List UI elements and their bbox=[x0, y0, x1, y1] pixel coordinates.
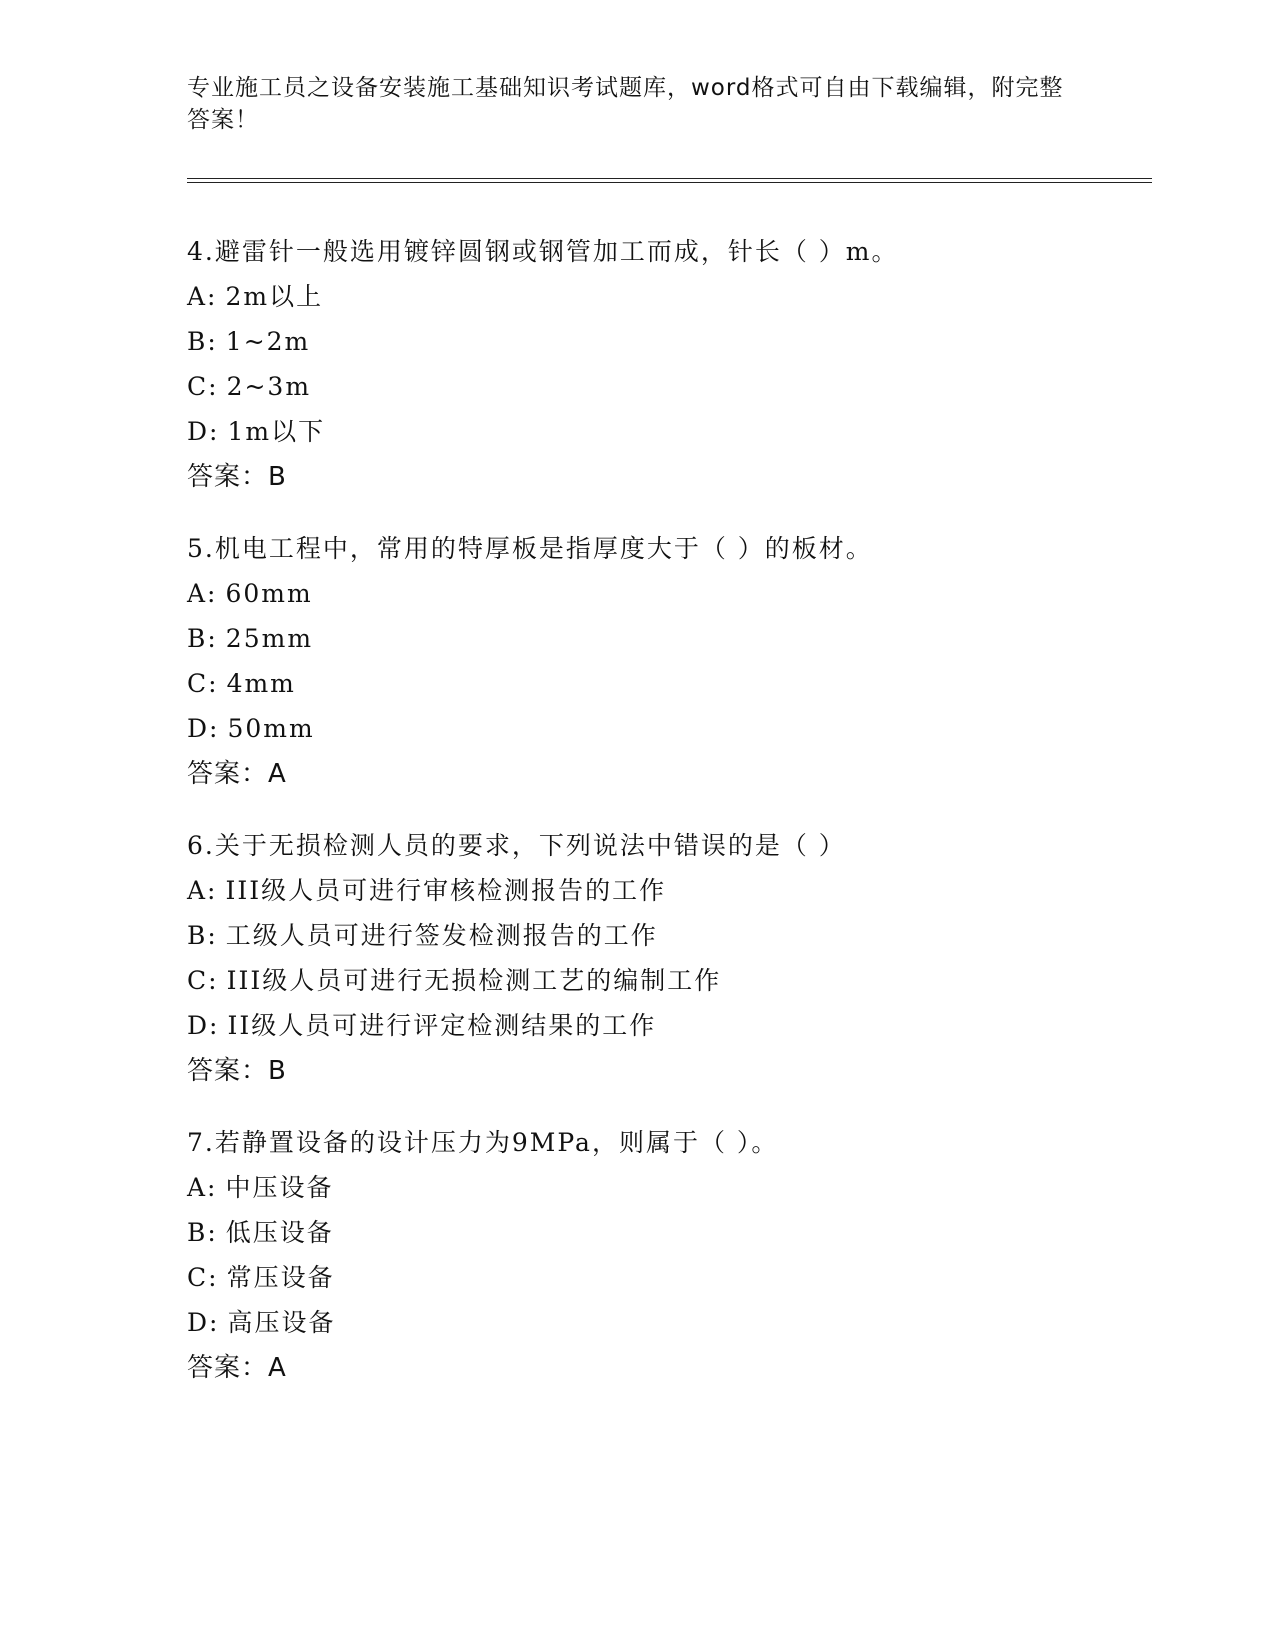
option-c bbox=[187, 1262, 1167, 1307]
option-a bbox=[187, 1172, 1167, 1217]
option-d bbox=[187, 416, 1167, 461]
option-key: B: bbox=[187, 921, 218, 950]
option-key: C: bbox=[187, 669, 219, 698]
option-text: 2m以上 bbox=[225, 282, 324, 311]
header-divider-top bbox=[187, 178, 1152, 179]
option-text: 常压设备 bbox=[226, 1263, 335, 1292]
option-d bbox=[187, 1307, 1167, 1352]
question-5 bbox=[187, 533, 1167, 796]
option-key: D: bbox=[187, 714, 220, 743]
question-stem: 7.若静置设备的设计压力为9MPa，则属于（ ）。 bbox=[187, 1128, 779, 1157]
option-b bbox=[187, 1217, 1167, 1262]
option-key: D: bbox=[187, 417, 220, 446]
option-text: III级人员可进行审核检测报告的工作 bbox=[225, 876, 667, 905]
question-list bbox=[187, 236, 1167, 1424]
option-key: A: bbox=[187, 1173, 218, 1202]
option-c bbox=[187, 371, 1167, 416]
option-key: D: bbox=[187, 1308, 220, 1337]
option-text: 工级人员可进行签发检测报告的工作 bbox=[225, 921, 658, 950]
option-c bbox=[187, 668, 1167, 713]
answer-line: 答案：B bbox=[187, 462, 287, 492]
option-d bbox=[187, 1010, 1167, 1055]
option-key: A: bbox=[187, 282, 218, 311]
option-text: 中压设备 bbox=[225, 1173, 334, 1202]
option-text: 1~2m bbox=[225, 327, 311, 356]
option-key: C: bbox=[187, 966, 219, 995]
option-text: 高压设备 bbox=[227, 1308, 336, 1337]
option-key: B: bbox=[187, 624, 218, 653]
answer-line: 答案：B bbox=[187, 1056, 287, 1086]
option-d bbox=[187, 713, 1167, 758]
option-text: II级人员可进行评定检测结果的工作 bbox=[227, 1011, 657, 1040]
option-key: C: bbox=[187, 1263, 219, 1292]
question-4 bbox=[187, 236, 1167, 499]
answer-line: 答案：A bbox=[187, 1353, 287, 1383]
question-6 bbox=[187, 830, 1167, 1093]
question-stem: 6.关于无损检测人员的要求，下列说法中错误的是（ ） bbox=[187, 831, 846, 860]
question-stem: 4.避雷针一般选用镀锌圆钢或钢管加工而成，针长（ ）m。 bbox=[187, 237, 899, 266]
option-key: A: bbox=[187, 876, 218, 905]
question-7 bbox=[187, 1127, 1167, 1390]
option-b bbox=[187, 920, 1167, 965]
header-divider-bottom bbox=[187, 182, 1152, 183]
option-key: A: bbox=[187, 579, 218, 608]
option-text: 低压设备 bbox=[225, 1218, 334, 1247]
option-a bbox=[187, 281, 1167, 326]
option-a bbox=[187, 875, 1167, 920]
option-key: D: bbox=[187, 1011, 220, 1040]
option-key: B: bbox=[187, 1218, 218, 1247]
option-text: 25mm bbox=[225, 624, 314, 653]
option-b bbox=[187, 623, 1167, 668]
option-text: 50mm bbox=[227, 714, 315, 743]
answer-line: 答案：A bbox=[187, 759, 287, 789]
option-a bbox=[187, 578, 1167, 623]
option-text: 4mm bbox=[226, 669, 296, 698]
option-c bbox=[187, 965, 1167, 1010]
option-key: B: bbox=[187, 327, 218, 356]
question-stem: 5.机电工程中，常用的特厚板是指厚度大于（ ）的板材。 bbox=[187, 534, 873, 563]
option-text: III级人员可进行无损检测工艺的编制工作 bbox=[226, 966, 722, 995]
option-key: C: bbox=[187, 372, 219, 401]
document-header: 专业施工员之设备安装施工基础知识考试题库，word格式可自由下载编辑，附完整答案！ bbox=[187, 75, 1064, 133]
option-text: 60mm bbox=[225, 579, 313, 608]
option-text: 2~3m bbox=[226, 372, 312, 401]
option-b bbox=[187, 326, 1167, 371]
option-text: 1m以下 bbox=[227, 417, 326, 446]
